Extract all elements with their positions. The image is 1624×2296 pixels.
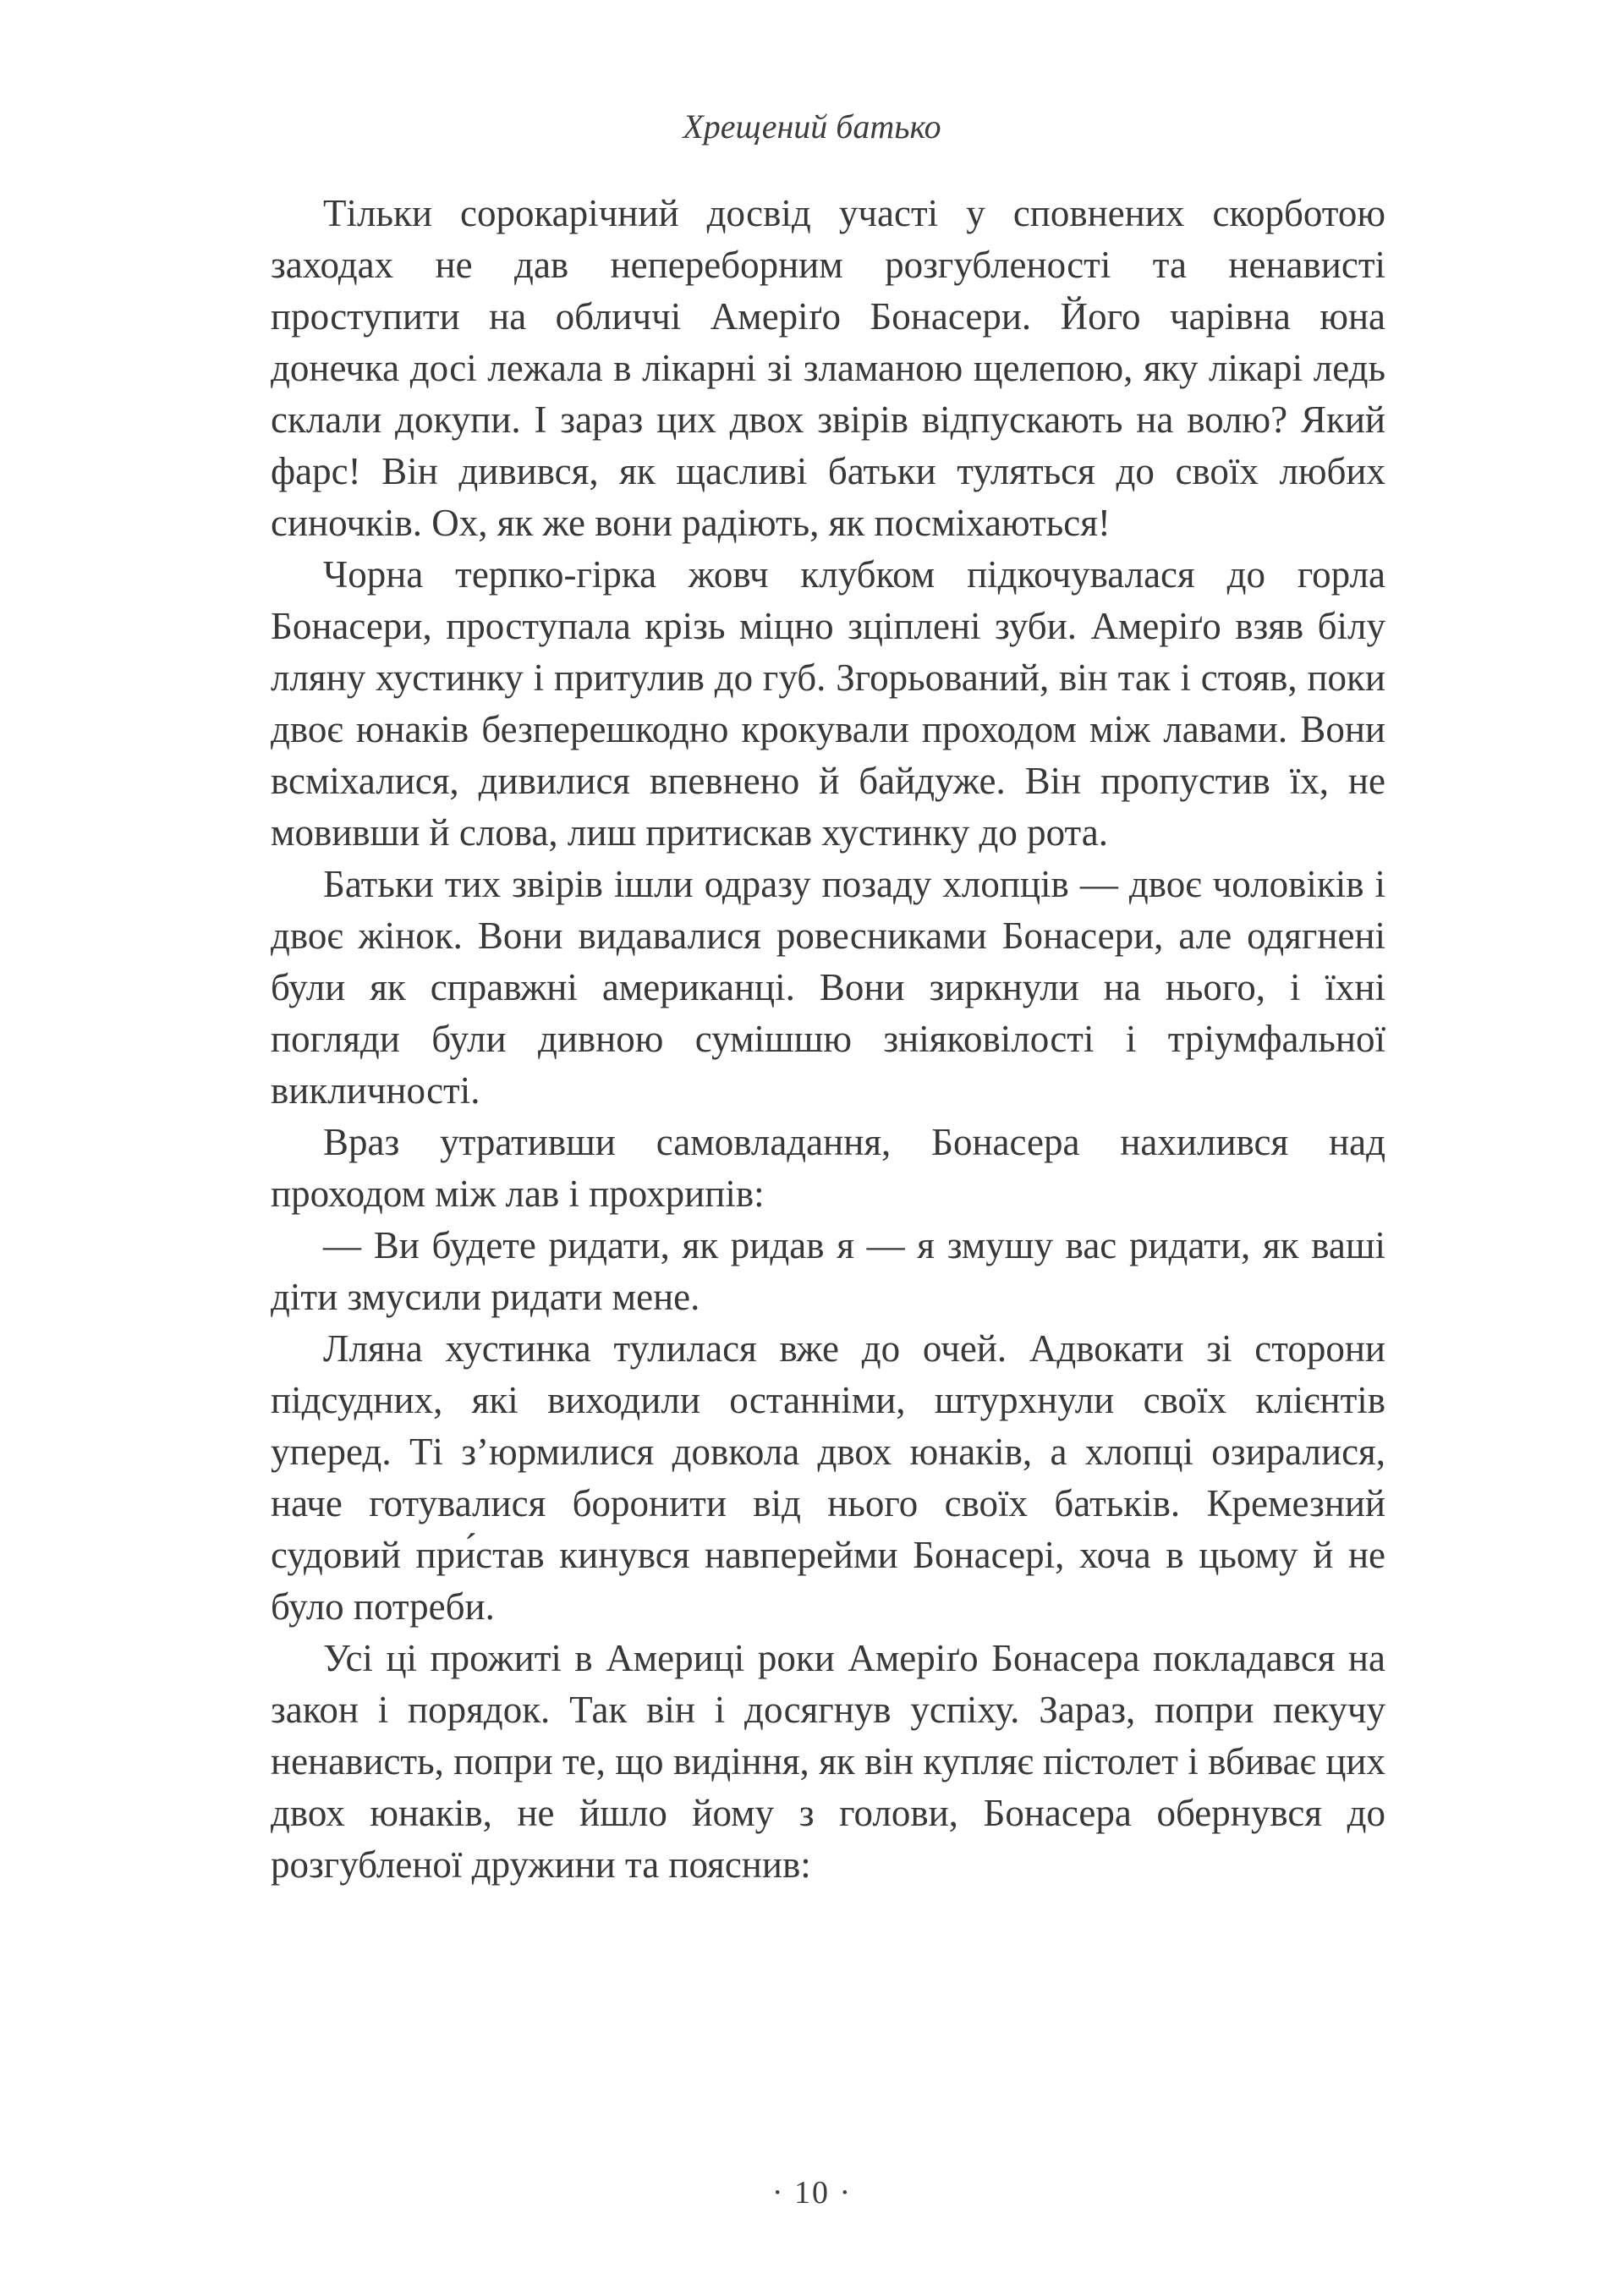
- body-paragraph-2: Чорна терпко-гірка жовч клубком підкочувалася до горла Бонасери, проступала крізь міцно зціплені зуби. Амеріґо взяв білу лляну хустинку і притулив до губ. Згорьований, він так і стояв, поки двоє юнаків безперешкодно крокували проходом між лавами. Вони всміхалися, дивилися впевнено й байдуже. Він пропустив їх, не мовивши й слова, лиш притискав хустинку до рота.: [271, 553, 1385, 854]
- page-number: · 10 ·: [771, 2175, 853, 2211]
- body-paragraph-7: Усі ці прожиті в Америці роки Амеріґо Бонасера покладався на закон і порядок. Так він і досягнув успіху. Зараз, попри пекучу ненависть, попри те, що видіння, як він купляє пістолет і вбиває цих двох юнаків, не йшло йому з голови, Бонасера обернувся до розгубленої дружини та пояснив:: [271, 1637, 1385, 1886]
- body-text-block: [271, 188, 1385, 1891]
- running-header: Хрещений батько: [683, 107, 941, 146]
- body-paragraph-dialogue: — Ви будете ридати, як ридав я — я змушу вас ридати, як ваші діти змусили ридати мене.: [271, 1224, 1385, 1318]
- body-paragraph-4: Враз утративши самовладання, Бонасера нахилився над проходом між лав і прохрипів:: [271, 1121, 1385, 1215]
- body-paragraph-3: Батьки тих звірів ішли одразу позаду хлопців — двоє чоловіків і двоє жінок. Вони видавалися ровесниками Бонасери, але одягнені були як справжні американці. Вони зиркнули на нього, і їхні погляди були дивною сумішшю зніяковілості і тріумфальної викличності.: [271, 863, 1385, 1112]
- body-paragraph-6: Лляна хустинка тулилася вже до очей. Адвокати зі сторони підсудних, які виходили останніми, штурхнули своїх клієнтів уперед. Ті з’юрмилися довкола двох юнаків, а хлопці озиралися, наче готувалися боронити від нього своїх батьків. Кремезний судовий при́став кинувся навперейми Бонасері, хоча в цьому й не було потреби.: [271, 1327, 1385, 1628]
- body-paragraph-1: Тільки сорокарічний досвід участі у сповнених скорботою заходах не дав непереборним розгубленості та ненависті проступити на обличчі Амеріґо Бонасери. Його чарівна юна донечка досі лежала в лікарні зі зламаною щелепою, яку лікарі ледь склали докупи. І зараз цих двох звірів відпускають на волю? Який фарс! Він дивився, як щасливі батьки туляться до своїх любих синочків. Ох, як же вони радіють, як посміхаються!: [271, 192, 1385, 544]
